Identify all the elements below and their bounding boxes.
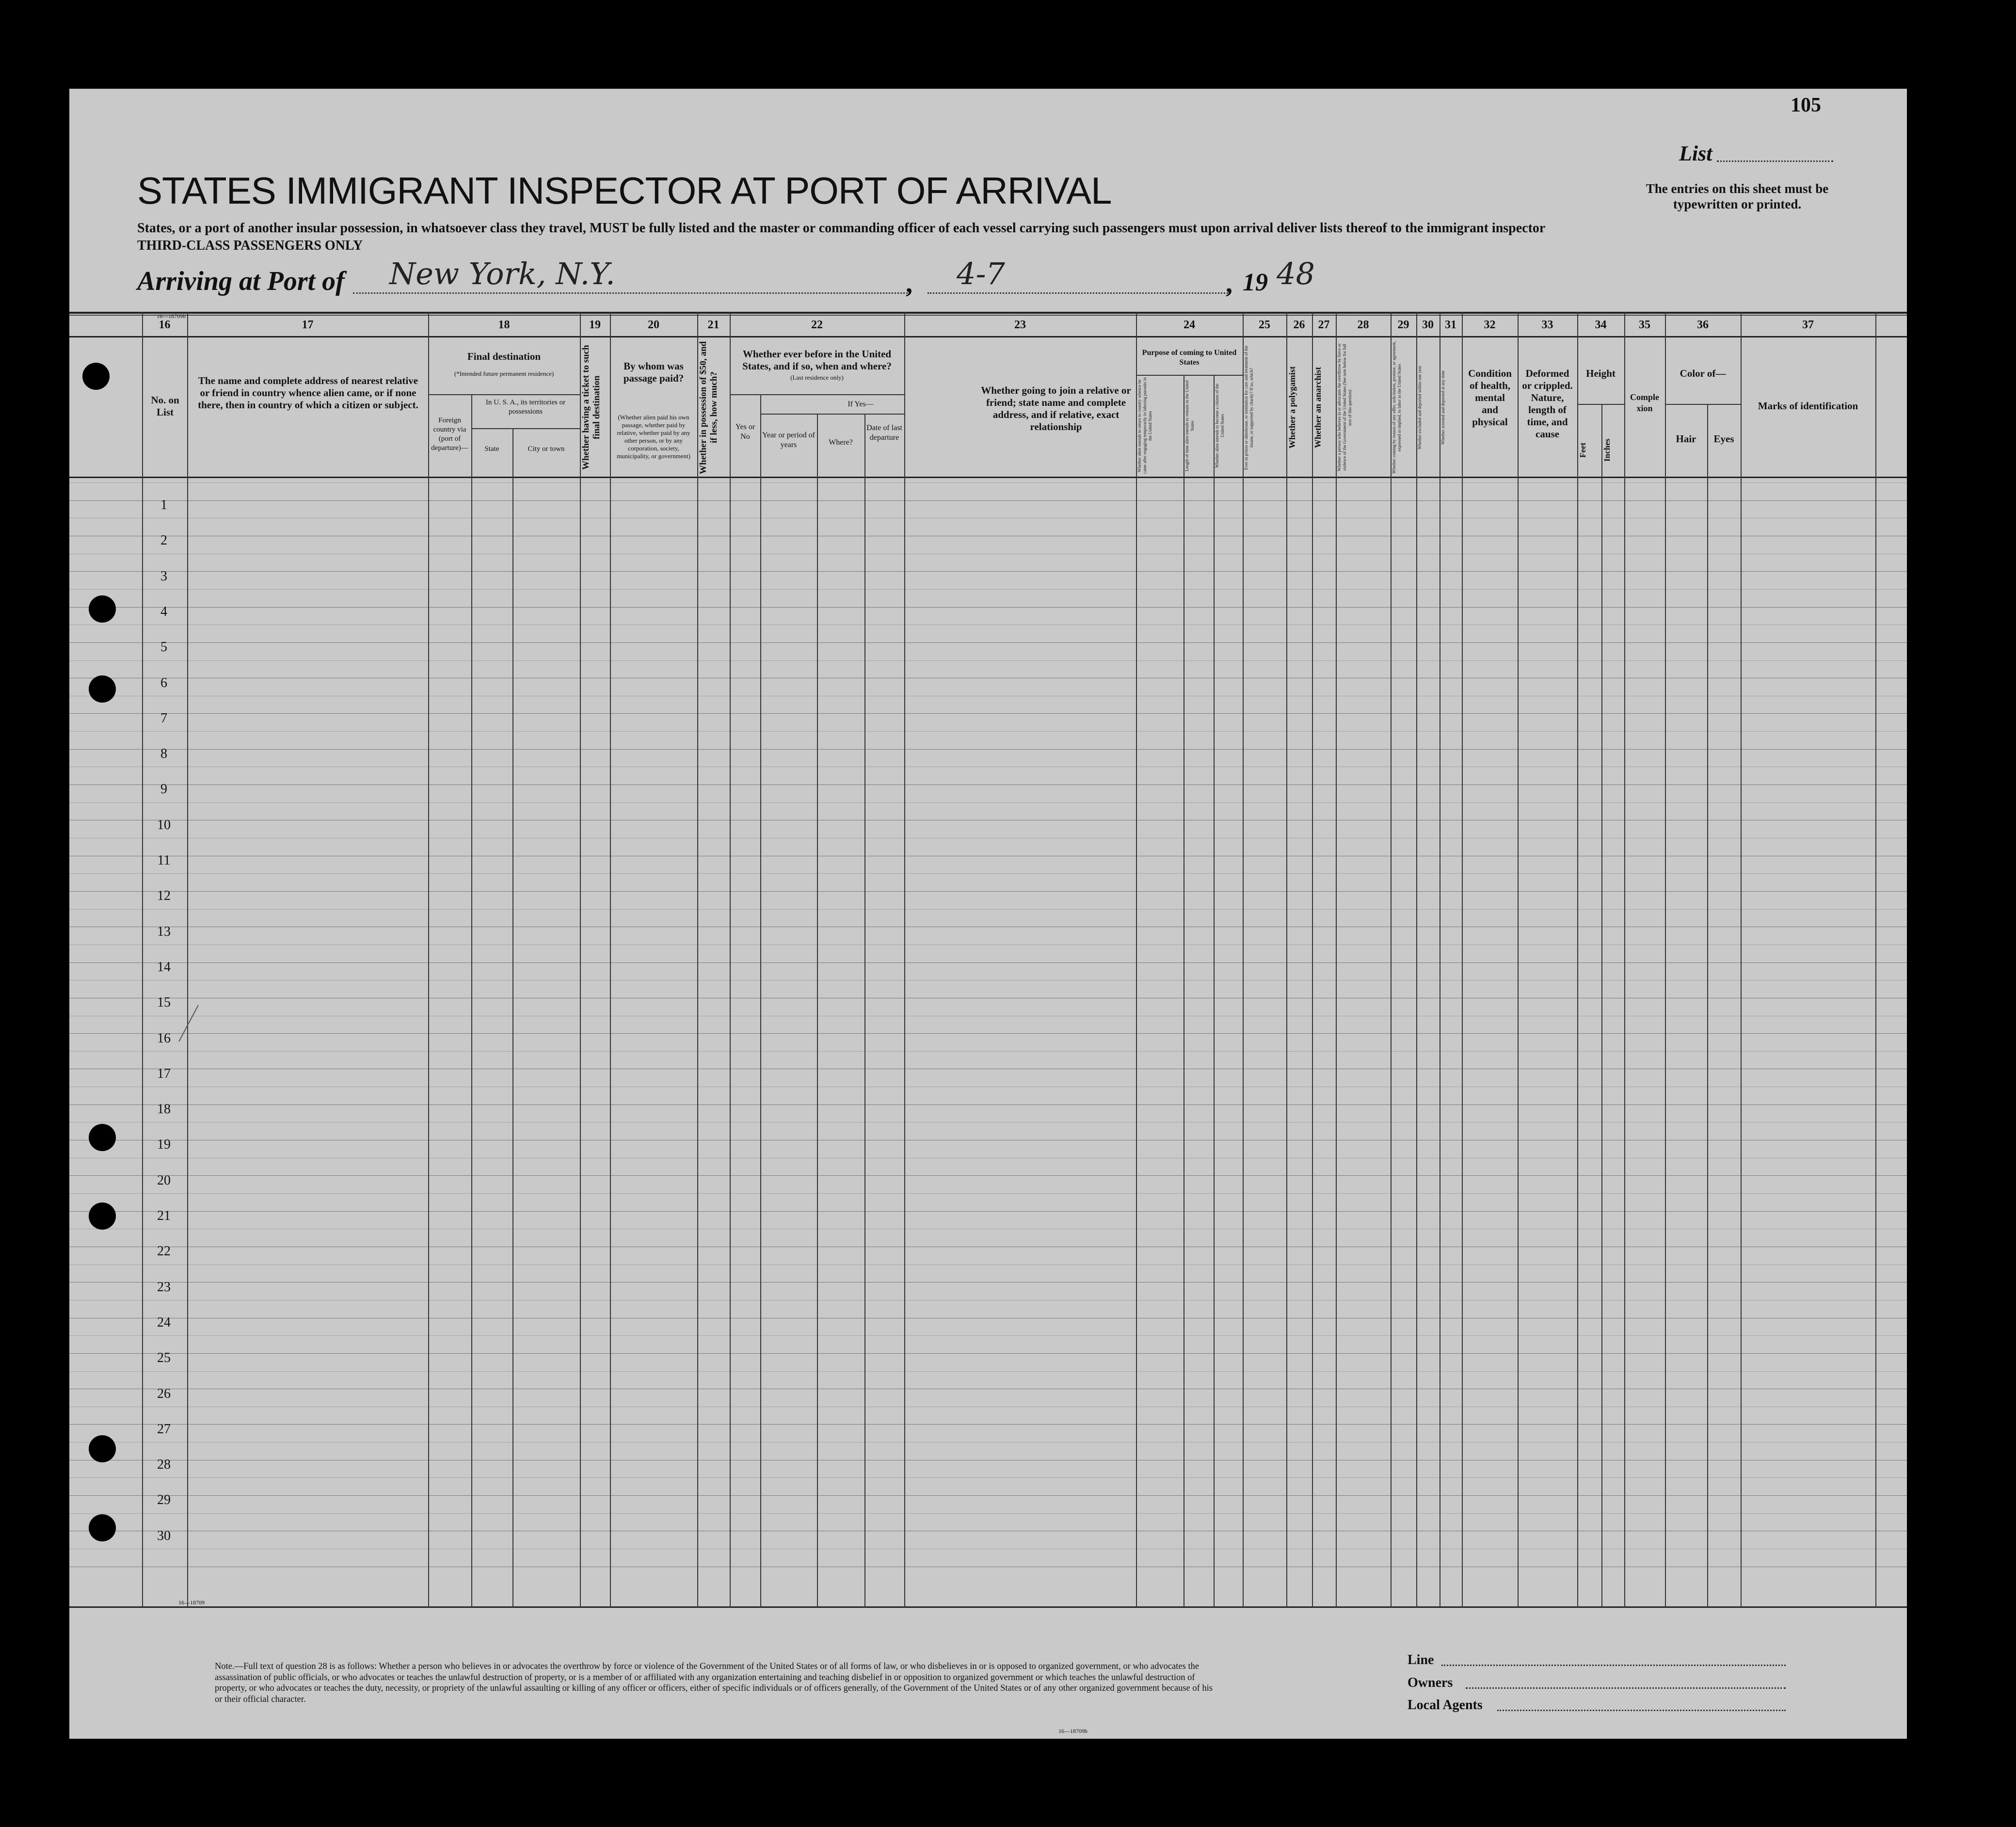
- colnum-24: 24: [1184, 319, 1195, 331]
- vrule: [817, 414, 818, 1607]
- year-prefix: 19: [1243, 269, 1268, 296]
- header-before-in-us-sub: (Last residence only): [790, 374, 844, 381]
- header-overthrow: Whether a person who believes in or advocates the overthrow by force or violence of the Government of the United States (See note below for full text of this question): [1337, 343, 1352, 472]
- punch-hole: [89, 1124, 116, 1151]
- date-blank: [928, 292, 1228, 294]
- vrule: [428, 312, 429, 1607]
- punch-hole: [89, 1435, 116, 1462]
- colnum-27: 27: [1318, 319, 1330, 331]
- row-number: 24: [157, 1314, 171, 1330]
- row-number: 6: [160, 675, 167, 690]
- manifest-sheet: [69, 89, 1907, 1739]
- row-number: 22: [157, 1244, 171, 1259]
- form-code-note: 16—18709b: [1058, 1728, 1088, 1734]
- ruling-line: [69, 1193, 1907, 1194]
- header-join-relative: Whether going to join a relative or friend; state name and complete address, and if relative, exact relationship: [981, 385, 1131, 433]
- vrule: [1312, 312, 1313, 1607]
- row-number: 29: [157, 1492, 171, 1508]
- arriving-label: Arriving at Port of: [137, 266, 345, 296]
- vrule: [1243, 312, 1244, 1607]
- header-deformed: Deformed or crippled. Nature, length of time, and cause: [1522, 368, 1573, 440]
- vrule: [1462, 312, 1463, 1607]
- vrule: [1136, 312, 1137, 1607]
- ruling-line: [69, 749, 1907, 750]
- c34-subrule: [1577, 404, 1624, 405]
- vrule: [610, 312, 611, 1607]
- row-number: 26: [157, 1386, 171, 1401]
- colnum-26: 26: [1293, 319, 1305, 331]
- line-blank: [1441, 1665, 1786, 1666]
- vrule: [580, 312, 581, 1607]
- vrule: [1707, 404, 1708, 1607]
- colnum-22: 22: [811, 319, 823, 331]
- row-number: 2: [160, 533, 167, 548]
- header-arrested: Whether arrested and deported at any time: [1440, 370, 1445, 445]
- line-label: Line: [1408, 1652, 1434, 1667]
- local-agents-blank: [1497, 1710, 1786, 1711]
- ruling-line: [69, 891, 1907, 892]
- row-number: 28: [157, 1457, 171, 1473]
- vrule: [1286, 312, 1287, 1607]
- colnum-20: 20: [648, 319, 659, 331]
- colnum-16: 16: [159, 319, 171, 331]
- colnum-32: 32: [1484, 319, 1496, 331]
- footnote-question-28: Note.—Full text of question 28 is as follows: Whether a person who believes in or advocates the overthrow by force or violence of the Government of the United States or of all forms of law, or who disbelieves in or is opposed to organized government, or who advocates the assassination of public officials, or who advocates or teaches the unlawful destruction of property, or is a member of or affiliated with any organization entertaining and teaching disbelief in or opposition to organized government or which teaches the unlawful destruction of property, or who advocates or teaches the duty, necessity, or propriety of the unlawful assaulting or killing of any officer or officers, either of specific individuals or of officers generally, of the Government of the United States or of any other organized government because of his or their official character.: [215, 1662, 1213, 1704]
- ruling-line: [69, 1335, 1907, 1336]
- header-purpose-length: Length of time alien intends to remain in the United States: [1184, 380, 1195, 471]
- vrule: [1741, 312, 1742, 1607]
- vrule: [1336, 312, 1337, 1607]
- header-purpose-return: Whether alien intends to return to country whence he came after engaging temporarily in laboring pursuits in the United States: [1137, 377, 1152, 474]
- vrule: [904, 312, 905, 1607]
- header-before-in-us: Whether ever before in the United States, and if so, when and where?: [742, 348, 892, 372]
- header-no-on-list: No. on List: [151, 394, 179, 418]
- colnum-23: 23: [1014, 319, 1026, 331]
- header-eyes: Eyes: [1713, 433, 1734, 445]
- punch-hole: [89, 595, 116, 623]
- header-where: Where?: [829, 438, 853, 447]
- row-number: 11: [157, 853, 171, 868]
- colnum-21: 21: [707, 319, 720, 331]
- ruling-line: [69, 571, 1907, 572]
- header-state: State: [484, 445, 499, 453]
- ruling-line: [69, 731, 1907, 732]
- ruling-line: [69, 802, 1907, 803]
- header-final-destination-sub: (*Intended future permanent residence): [454, 370, 554, 377]
- colnum-rule: [69, 336, 1907, 337]
- header-purpose-citizen: Whether alien intends to become a citizen of the United States: [1215, 384, 1225, 468]
- ruling-line: [69, 962, 1907, 963]
- c22-subrule: [730, 394, 904, 395]
- ruling-line: [69, 1033, 1907, 1034]
- c18-subrule: [428, 394, 580, 395]
- typewritten-notice: The entries on this sheet must be typewritten or printed.: [1646, 181, 1829, 211]
- header-excluded: Whether excluded and deported within one year: [1417, 366, 1422, 449]
- vrule: [1416, 312, 1417, 1607]
- row-number: 20: [157, 1172, 171, 1188]
- row-number: 5: [160, 640, 167, 655]
- header-prison: Ever in prison or almshouse, or institution for care and treatment of the insane, or supported by charity? If so, which?: [1244, 345, 1254, 470]
- table-top-rule-2: [69, 315, 1907, 316]
- ruling-line: [69, 1477, 1907, 1478]
- vrule: [1577, 312, 1578, 1607]
- page-title: STATES IMMIGRANT INSPECTOR AT PORT OF ARRIVAL: [137, 169, 1112, 212]
- vrule: [1665, 312, 1666, 1607]
- owners-blank: [1466, 1687, 1786, 1689]
- row-number: 12: [157, 888, 171, 904]
- colnum-18: 18: [498, 319, 510, 331]
- vrule: [1391, 312, 1392, 1607]
- header-purpose: Purpose of coming to United States: [1142, 349, 1237, 367]
- header-yes-no: Yes or No: [735, 423, 755, 441]
- comma-1: ,: [906, 269, 912, 299]
- ruling-line: [69, 660, 1907, 661]
- ruling-line: [69, 642, 1907, 643]
- header-height: Height: [1586, 368, 1616, 379]
- vrule: [512, 428, 513, 1607]
- header-complexion: Complexion: [1630, 392, 1659, 413]
- ruling-line: [69, 589, 1907, 590]
- row-number: 10: [157, 817, 171, 833]
- row-number: 4: [160, 604, 167, 619]
- list-blank: [1717, 160, 1833, 162]
- row-number: 23: [157, 1279, 171, 1295]
- header-final-destination: Final destination: [467, 351, 541, 362]
- punch-hole: [89, 1202, 116, 1230]
- date-handwritten: 4-7: [957, 256, 1005, 291]
- row-number: 21: [157, 1208, 171, 1223]
- colnum-25: 25: [1259, 319, 1270, 331]
- vrule: [760, 394, 761, 1607]
- year-handwritten: 48: [1277, 256, 1315, 291]
- header-ticket: Whether having a ticket to such final destination: [581, 345, 602, 470]
- colnum-17: 17: [302, 319, 314, 331]
- form-code-bottom: 16—18709: [178, 1599, 205, 1606]
- ruling-line: [69, 1211, 1907, 1212]
- punch-hole: [82, 363, 110, 390]
- owners-label: Owners: [1408, 1675, 1453, 1690]
- header-bottom-rule: [69, 477, 1907, 478]
- colnum-34: 34: [1595, 319, 1607, 331]
- colnum-37: 37: [1802, 319, 1814, 331]
- row-number: 14: [157, 959, 171, 975]
- vrule: [1214, 375, 1215, 1607]
- header-polygamist: Whether a polygamist: [1287, 366, 1297, 449]
- comma-2: ,: [1226, 269, 1232, 299]
- vrule: [1624, 312, 1625, 1607]
- vrule: [864, 414, 865, 1607]
- ruling-line: [69, 713, 1907, 714]
- vrule: [1518, 312, 1519, 1607]
- row-number: 7: [160, 710, 167, 726]
- ruling-line: [69, 500, 1907, 501]
- table-top-rule: [69, 312, 1907, 314]
- vrule: [187, 312, 188, 1607]
- manifest-table: [69, 312, 1907, 1609]
- row-number: 25: [157, 1350, 171, 1366]
- row-number: 1: [160, 497, 167, 513]
- form-code-top: 16—18709b: [157, 313, 186, 320]
- table-bottom-rule: [69, 1606, 1907, 1608]
- row-number: 9: [160, 782, 167, 797]
- header-foreign-country: Foreign country via (port of departure)—: [431, 417, 468, 452]
- c22-subrule-2: [760, 414, 904, 415]
- header-marks: Marks of identification: [1758, 400, 1858, 412]
- colnum-28: 28: [1357, 319, 1369, 331]
- page-number: 105: [1791, 94, 1821, 116]
- ruling-line: [69, 1175, 1907, 1176]
- port-handwritten: New York, N.Y.: [389, 256, 615, 291]
- colnum-33: 33: [1541, 319, 1553, 331]
- header-passage-paid-sub: (Whether alien paid his own passage, whether paid by relative, whether paid by any other person, or by any corporation, society, municipality, or government): [617, 414, 690, 460]
- punch-hole: [89, 675, 116, 703]
- vrule: [697, 312, 698, 1607]
- colnum-31: 31: [1445, 319, 1456, 331]
- list-label: List: [1679, 142, 1712, 165]
- c36-subrule: [1665, 404, 1741, 405]
- port-blank: [353, 292, 911, 294]
- c24-subrule: [1136, 375, 1243, 376]
- ruling-line: [69, 1051, 1907, 1052]
- ruling-line: [69, 607, 1907, 608]
- row-number: 16: [157, 1030, 171, 1046]
- header-anarchist: Whether an anarchist: [1313, 367, 1323, 449]
- ruling-line: [69, 1424, 1907, 1425]
- row-number: 17: [157, 1066, 171, 1081]
- vrule: [1601, 404, 1602, 1607]
- ruling-line: [69, 1513, 1907, 1514]
- colnum-19: 19: [589, 319, 601, 331]
- pencil-mark: [178, 1005, 199, 1042]
- header-in-usa: In U. S. A., its territories or possessions: [485, 399, 566, 416]
- header-inches: Inches: [1602, 438, 1612, 462]
- colnum-29: 29: [1397, 319, 1409, 331]
- colnum-36: 36: [1697, 319, 1709, 331]
- ruling-line: [69, 1495, 1907, 1496]
- row-number: 27: [157, 1421, 171, 1437]
- ruling-line: [69, 873, 1907, 874]
- passenger-class: THIRD-CLASS PASSENGERS ONLY: [137, 238, 363, 253]
- subtitle: States, or a port of another insular possession, in whatsoever class they travel, MUST be fully listed and the master or commanding officer of each vessel carrying such passengers must upon arrival deliver lists thereof to the immigrant inspector: [137, 221, 1546, 236]
- header-date-departure: Date of last departure: [866, 424, 902, 442]
- colnum-30: 30: [1422, 319, 1434, 331]
- row-number: 3: [160, 568, 167, 584]
- row-number: 30: [157, 1528, 171, 1543]
- row-number: 15: [157, 995, 171, 1010]
- header-fifty-dollars: Whether in possession of $50, and if less, how much?: [698, 341, 719, 474]
- ruling-line: [69, 1371, 1907, 1372]
- ruling-line: [69, 909, 1907, 910]
- vrule: [471, 394, 472, 1607]
- vrule: [142, 312, 143, 1607]
- header-color-of: Color of—: [1680, 368, 1726, 379]
- header-years: Year or period of years: [762, 431, 815, 449]
- ruling-line: [69, 1353, 1907, 1354]
- local-agents-label: Local Agents: [1408, 1698, 1483, 1713]
- ruling-line: [69, 482, 1907, 483]
- vrule: [1875, 312, 1876, 1607]
- header-city: City or town: [528, 445, 565, 453]
- header-nearest-relative: The name and complete address of nearest relative or friend in country whence alien came, or if none there, then in country of which a citizen or subject.: [198, 375, 418, 411]
- header-hair: Hair: [1676, 433, 1696, 445]
- c18-subrule-2: [471, 428, 580, 429]
- row-number: 13: [157, 924, 171, 939]
- header-feet: Feet: [1578, 442, 1587, 458]
- punch-hole: [89, 1514, 116, 1541]
- row-number: 8: [160, 746, 167, 762]
- colnum-35: 35: [1639, 319, 1650, 331]
- row-number: 19: [157, 1137, 171, 1153]
- header-offer: Whether coming by reason of any offer, solicitation, promise, or agreement, expressed or implied, to labor in the United States: [1392, 341, 1402, 474]
- header-health: Condition of health, mental and physical: [1468, 368, 1512, 428]
- vrule: [730, 312, 731, 1607]
- header-passage-paid: By whom was passage paid?: [623, 360, 684, 384]
- row-number: 18: [157, 1102, 171, 1117]
- header-if-yes: If Yes—: [848, 400, 874, 408]
